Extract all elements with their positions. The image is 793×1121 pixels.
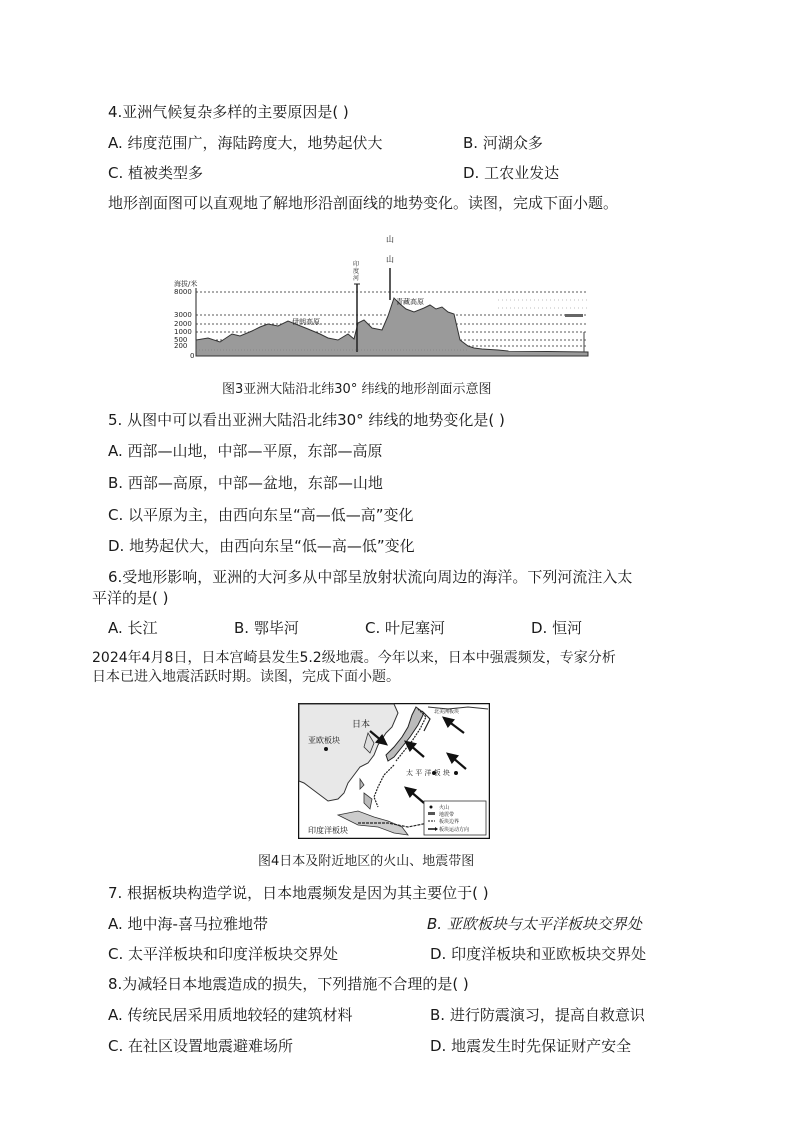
na-plate-label: 北美洲板块 [434,709,460,715]
q6-option-b[interactable]: B. 鄂毕河 [234,619,299,637]
q4-stem: 4.亚洲气候复杂多样的主要原因是( ) [108,103,349,121]
legend-volcano: 火山 [439,805,450,811]
profile-ylabel: 海拔/米 [174,280,198,288]
q8-stem: 8.为减轻日本地震造成的损失，下列措施不合理的是( ) [108,975,469,993]
japan-plate-map [298,703,490,839]
tibet-plateau-label: 青藏高原 [396,298,424,306]
terrain-profile-figure [168,228,600,368]
q6-option-c[interactable]: C. 叶尼塞河 [365,619,446,637]
legend-plate-motion: 板块运动方向 [439,827,470,833]
q7-option-c[interactable]: C. 太平洋板块和印度洋板块交界处 [108,945,339,963]
q7-stem: 7. 根据板块构造学说，日本地震频发是因为其主要位于( ) [108,884,489,902]
ytick-500: 500 [174,336,188,344]
q5-option-d[interactable]: D. 地势起伏大，由西向东呈“低—高—低”变化 [108,537,415,555]
q5-option-a[interactable]: A. 西部—山地，中部—平原，东部—高原 [108,442,383,460]
river-label-1: 印 [353,261,360,268]
q6-option-d[interactable]: D. 恒河 [531,619,583,637]
q4-option-c[interactable]: C. 植被类型多 [108,164,204,182]
ytick-8000: 8000 [174,288,192,296]
q7-option-a[interactable]: A. 地中海-喜马拉雅地带 [108,915,268,933]
q4-option-b[interactable]: B. 河湖众多 [463,134,543,152]
q5-stem: 5. 从图中可以看出亚洲大陆沿北纬30° 纬线的地势变化是( ) [108,411,505,429]
ytick-200: 200 [174,342,188,350]
pacific-plate-label: 太 平 洋 板 块 [406,769,450,777]
figure4-caption: 图4日本及附近地区的火山、地震带图 [258,854,475,869]
figure3-caption: 图3亚洲大陆沿北纬30° 纬线的地形剖面示意图 [222,382,492,397]
japan-label: 日本 [352,720,371,730]
q8-option-b[interactable]: B. 进行防震演习，提高自救意识 [430,1006,645,1024]
q4-option-d[interactable]: D. 工农业发达 [463,164,560,182]
legend-seismic-belt: 地震带 [439,812,455,818]
peak-label-mid: 山 [386,255,394,264]
ytick-0: 0 [190,352,195,360]
intro-text-2-line1: 2024年4月8日，日本宫崎县发生5.2级地震。今年以来，日本中强震频发，专家分析 [92,650,616,666]
river-label-3: 河 [353,275,360,282]
ytick-1000: 1000 [174,328,192,336]
ytick-2000: 2000 [174,320,192,328]
q6-stem-line2: 平洋的是( ) [92,589,169,607]
q8-option-a[interactable]: A. 传统民居采用质地较轻的建筑材料 [108,1006,353,1024]
eurasian-plate-label: 亚欧板块 [308,736,340,745]
iran-plateau-label: 伊朗高原 [292,318,320,326]
q7-option-b[interactable]: B. 亚欧板块与太平洋板块交界处 [427,915,642,933]
ytick-3000: 3000 [174,311,192,319]
q8-option-c[interactable]: C. 在社区设置地震避难场所 [108,1037,294,1055]
q5-option-c[interactable]: C. 以平原为主，由西向东呈“高—低—高”变化 [108,506,414,524]
indian-plate-label: 印度洋板块 [308,826,348,835]
river-label-2: 度 [353,268,360,275]
legend-plate-boundary: 板块边界 [439,819,460,825]
intro-text-2-line2: 日本已进入地震活跃时期。读图，完成下面小题。 [92,669,400,685]
peak-label-top: 山 [386,235,394,244]
q5-option-b[interactable]: B. 西部—高原，中部—盆地，东部—山地 [108,474,383,492]
q8-option-d[interactable]: D. 地震发生时先保证财产安全 [430,1037,632,1055]
q6-option-a[interactable]: A. 长江 [108,619,158,637]
q7-option-d[interactable]: D. 印度洋板块和亚欧板块交界处 [430,945,647,963]
terrain-profile-shape [196,298,588,356]
q4-option-a[interactable]: A. 纬度范围广，海陆跨度大，地势起伏大 [108,134,383,152]
intro-text-1: 地形剖面图可以直观地了解地形沿剖面线的地势变化。读图，完成下面小题。 [108,194,619,212]
q6-stem-line1: 6.受地形影响，亚洲的大河多从中部呈放射状流向周边的海洋。下列河流注入太 [108,568,633,586]
